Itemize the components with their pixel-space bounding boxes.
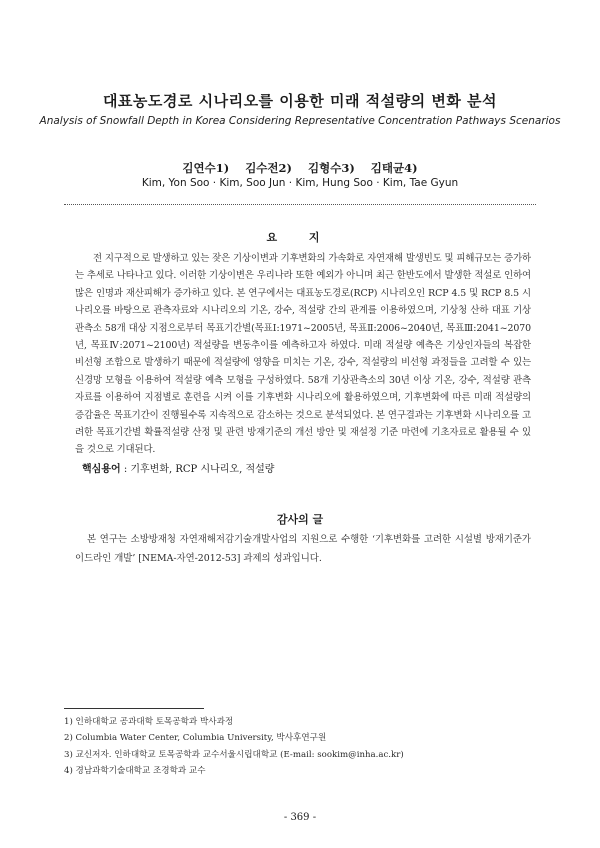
keywords-label: 핵심용어 xyxy=(82,464,121,475)
author-1: 김연수1) xyxy=(182,161,230,175)
footnote-4: 4) 경남과학기술대학교 조경학과 교수 xyxy=(64,765,206,776)
author-3: 김형수3) xyxy=(308,161,355,175)
abstract-body: 전 지구적으로 발생하고 있는 잦은 기상이변과 기후변화의 가속화로 자연재해 발생빈도 및 피해규모는 증가하는 추세로 나타나고 있다. 이러한 기상이변은 우리나라 또한 예외가 아니며 최근 한반도에서 발생한 적설로 인하여 많은 인명과 재산피해가 증가하고 있다. 본 연구에서는 대표농도경로(RCP) 시나리오인 RCP 4.5 및 RCP 8.5 시나리오를 바탕으로 관측자료와 시나리오의 기온, 강수, 적설량 간의 관계를 이용하였으며, 기상청 산하 대표 기상관측소 58개 대상 지점으로부터 목표기간별(목표Ⅰ:1971~2005년, 목표Ⅱ:2006~2040년, 목표Ⅲ:2041~2070년, 목표Ⅳ:2071~2100년) 적설량을 변동추이를 예측하고자 하였다. 미래 적설량 예측은 기상인자들의 복잡한 비선형 조합으로 발생하기 때문에 적설량에 영향을 미치는 기온, 강수, 적설량의 비선형 과정들을 고려할 수 있는 신경망 모형을 이용하여 적설량 예측 모형을 구성하였다. 58개 기상관측소의 30년 이상 기온, 강수, 적설량 관측자료를 이용하여 지점별로 훈련을 시켜 이를 기후변화 시나리오에 활용하였으며, 기후변화에 따른 미래 적설량의 증감율은 목표기간이 진행될수록 지속적으로 감소하는 것으로 분석되었다. 본 연구결과는 기후변화 시나리오를 고려한 목표기간별 확률적설량 산정 및 관련 방재기준의 개선 방안 및 재설정 기준 마련에 기초자료로 활용될 수 있을 것으로 기대된다. xyxy=(75,253,531,456)
abstract-heading: 요 지 xyxy=(266,231,334,244)
footnote-1: 1) 인하대학교 공과대학 토목공학과 박사과정 xyxy=(64,717,234,727)
authors-english: Kim, Yon Soo · Kim, Soo Jun · Kim, Hung Soo · Kim, Tae Gyun xyxy=(141,177,459,189)
acknowledgement-body xyxy=(75,530,531,568)
author-4: 김태균4) xyxy=(370,161,418,175)
title-korean: 대표농도경로 시나리오를 이용한 미래 적설량의 변화 분석 xyxy=(102,92,498,110)
keywords xyxy=(82,460,274,475)
author-2: 김수전2) xyxy=(245,161,292,175)
footnotes xyxy=(64,714,544,779)
dotted-divider xyxy=(64,204,536,205)
authors-korean xyxy=(0,160,600,176)
keywords-value: : 기후변화, RCP 시나리오, 적설량 xyxy=(120,464,275,475)
page-number: - 369 - xyxy=(283,812,317,823)
acknowledgement-text: 본 연구는 소방방재청 자연재해저감기술개발사업의 지원으로 수행한 ‘기후변화를 고려한 시설별 방재기준가이드라인 개발’ [NEMA-자연-2012-53] 과제의 성과입니다. xyxy=(75,534,531,564)
footnote-rule xyxy=(64,708,204,709)
title-english: Analysis of Snowfall Depth in Korea Considering Representative Concentration Pathways Scenarios xyxy=(39,115,561,127)
footnote-3: 3) 교신저자. 인하대학교 토목공학과 교수서울시립대학교 (E-mail: sookim@inha.ac.kr) xyxy=(64,749,404,760)
acknowledgement-heading: 감사의 글 xyxy=(276,513,324,526)
footnote-2: 2) Columbia Water Center, Columbia University, 박사후연구원 xyxy=(64,733,327,744)
